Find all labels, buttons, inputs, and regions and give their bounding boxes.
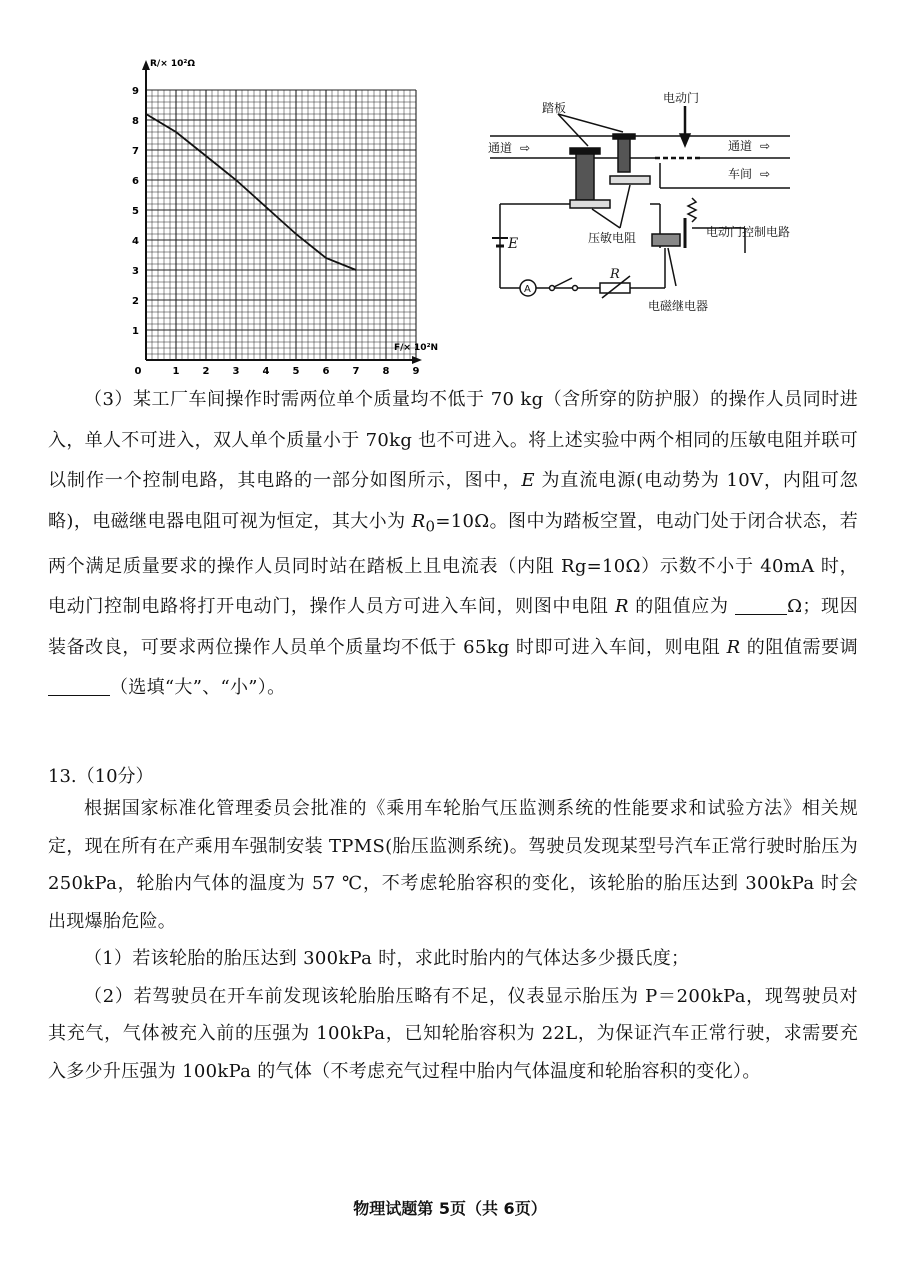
relay-core xyxy=(652,234,680,246)
workshop-arrow: ⇨ xyxy=(760,167,771,181)
page-footer: 物理试题第 5页（共 6页） xyxy=(353,1199,547,1218)
y-tick-label: 3 xyxy=(132,266,139,277)
door-label: 电动门 xyxy=(663,91,700,105)
workshop-label: 车间 xyxy=(728,167,753,181)
graph-grid xyxy=(146,90,416,360)
relay-spring xyxy=(688,198,696,222)
q12-part3-text-e: Ω；现因装备改良，可要求两位操作人员单个质量均不低于 65kg 时即可进入车间，则电阻 xyxy=(48,596,858,658)
pedal-left-top xyxy=(570,148,600,154)
x-axis-label: F/× 10²N xyxy=(393,343,439,353)
y-tick-label: 9 xyxy=(132,86,139,97)
q12-symbol-r: R xyxy=(614,596,629,618)
piezo-label: 压敏电阻 xyxy=(588,231,637,245)
y-tick-label: 7 xyxy=(132,146,139,157)
q12-symbol-r-2: R xyxy=(726,636,741,658)
piezo-pointer-2 xyxy=(620,185,630,228)
q12-symbol-r0-sub: 0 xyxy=(425,517,436,536)
door-arrowhead xyxy=(680,134,690,146)
switch-contact-right xyxy=(573,286,578,291)
q13-intro: 根据国家标准化管理委员会批准的《乘用车轮胎气压监测系统的性能要求和试验方法》相关规定，现在所有在产乘用车强制安装 TPMS(胎压监测系统)。驾驶员发现某型号汽车正常行驶时胎压为 250kPa，轮胎内气体的温度为 57 ℃，不考虑轮胎容积的变化，该轮胎的胎压达到 300kPa 时会出现爆胎危险。 xyxy=(48,798,858,932)
x-tick-label: 3 xyxy=(232,366,240,377)
relay-label: 电磁继电器 xyxy=(648,299,709,313)
piezo-pointer-1 xyxy=(592,209,620,228)
x-tick-label: 7 xyxy=(352,366,360,377)
q12-symbol-e: E xyxy=(521,470,535,491)
x-tick-label: 9 xyxy=(412,366,420,377)
x-tick-label: 0 xyxy=(134,366,142,377)
y-tick-label: 4 xyxy=(132,236,139,247)
q12-part3-text-d: 的阻值应为 xyxy=(628,596,736,618)
q13-question-2: （2）若驾驶员在开车前发现该轮胎胎压略有不足，仪表显示胎压为 P＝200kPa，现驾驶员对其充气，气体被充入前的压强为 100kPa，已知轮胎容积为 22L，为保证汽车正常行驶，求需要充入多少升压强为 100kPa 的气体（不考虑充气过程中胎内气体温度和轮胎容积的变化）。 xyxy=(48,985,858,1082)
piezo-resistor-2 xyxy=(610,176,650,184)
q12-part3-text-g: （选填“大”、“小”）。 xyxy=(110,677,286,699)
q13-question-1: （1）若该轮胎的胎压达到 300kPa 时，求此时胎内的气体达多少摄氏度； xyxy=(84,948,690,969)
q12-part3 xyxy=(48,380,858,709)
q12-part3-text-a: （3）某工厂车间操作时需两位单个质量均不低于 70 kg（含所穿的防护服）的操作人员同时进入，单人不可进入，双人单个质量小于 70kg 也不可进入。将上述实验中两个相同的压敏电阻并联可以制作一个控制电路，其电路的一部分如图所示，图中， xyxy=(48,389,858,491)
y-tick-label: 1 xyxy=(132,326,139,337)
channel-arrow-right: ⇨ xyxy=(760,139,771,153)
channel-label-right: 通道 xyxy=(728,139,753,153)
q13-body xyxy=(48,790,858,1090)
r-label: R xyxy=(610,267,620,282)
y-tick-label: 8 xyxy=(132,116,139,127)
x-tick-label: 5 xyxy=(292,366,300,377)
pedal-pointer-2 xyxy=(558,114,623,132)
y-tick-label: 6 xyxy=(132,176,139,187)
channel-arrow-left: ⇨ xyxy=(520,141,531,155)
x-tick-label: 1 xyxy=(172,366,180,377)
pedal-left xyxy=(576,150,594,200)
q12-part3-text-b: 为直流电源(电动势为 10V，内阻可忽略)，电磁继电器电阻可视为恒定，其大小为 xyxy=(48,470,858,532)
pedal-right xyxy=(618,136,630,172)
ammeter-label: A xyxy=(524,284,531,295)
y-tick-label: 2 xyxy=(132,296,139,307)
q12-symbol-r0: R xyxy=(411,510,426,532)
emf-label: E xyxy=(508,236,519,252)
switch-contact-left xyxy=(550,286,555,291)
pedal-label: 踏板 xyxy=(542,101,567,115)
switch-blade xyxy=(554,278,572,287)
x-axis-arrow xyxy=(412,356,422,364)
control-label: 电动门控制电路 xyxy=(706,225,791,239)
x-tick-label: 8 xyxy=(382,366,390,377)
piezo-resistor-1 xyxy=(570,200,610,208)
q13-heading: 13.（10分） xyxy=(48,766,154,787)
pedal-right-top xyxy=(613,134,635,139)
x-tick-label: 6 xyxy=(322,366,330,377)
q12-part3-text-c: =10Ω。图中为踏板空置，电动门处于闭合状态，若两个满足质量要求的操作人员同时站在踏板上且电流表（内阻 Rg=10Ω）示数不小于 40mA 时，电动门控制电路将打开电动门，操作人员方可进入车间，则图中电阻 xyxy=(48,510,859,618)
channel-label-left: 通道 xyxy=(488,141,513,155)
y-axis-label: R/× 10²Ω xyxy=(150,59,196,69)
q12-answer-blank-2[interactable] xyxy=(48,677,110,696)
x-tick-label: 4 xyxy=(262,366,270,377)
x-tick-label: 2 xyxy=(202,366,210,377)
graph-major-grid xyxy=(146,90,416,360)
y-tick-label: 5 xyxy=(132,206,139,217)
q12-answer-blank-1[interactable] xyxy=(735,596,787,615)
control-circuit-diagram xyxy=(480,88,820,318)
q12-part3-text-f: 的阻值需要调 xyxy=(740,636,858,658)
resistance-force-graph xyxy=(120,50,440,380)
y-axis-arrow xyxy=(142,60,150,70)
relay-pointer xyxy=(668,248,676,286)
